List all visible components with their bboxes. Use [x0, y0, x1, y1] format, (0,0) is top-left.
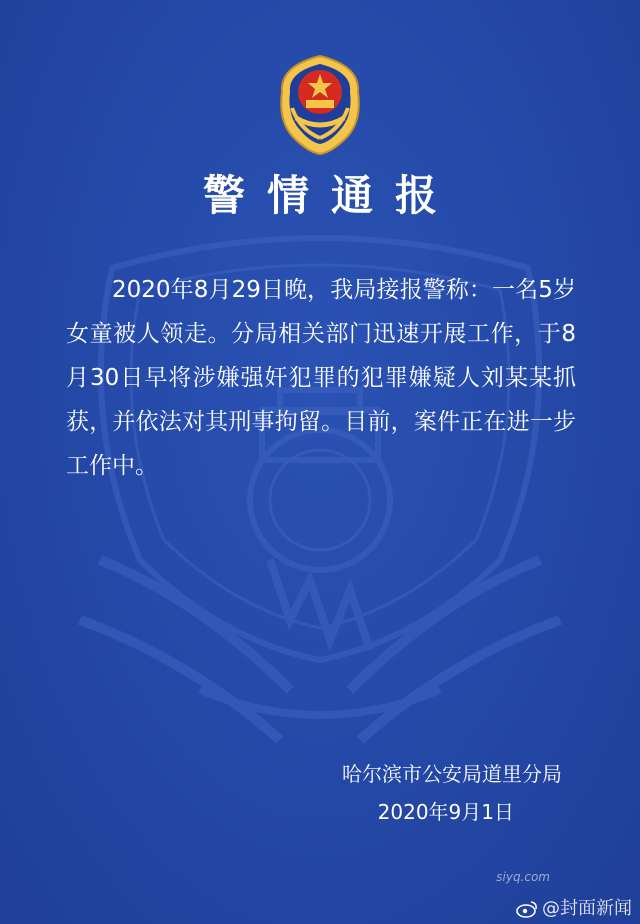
weibo-credit — [516, 898, 632, 920]
weibo-icon — [516, 900, 538, 918]
issue-date: 2020年9月1日 — [377, 800, 514, 824]
weibo-credit-text: @封面新闻 — [542, 898, 632, 919]
police-badge-icon — [270, 52, 370, 156]
site-watermark: siyq.com — [496, 870, 550, 884]
notice-body — [66, 268, 576, 488]
notice-body-paragraph: 2020年8月29日晚，我局接报警称：一名5岁女童被人领走。分局相关部门迅速开展工作，于8月30日早将涉嫌强奸犯罪的犯罪嫌疑人刘某某抓获，并依法对其刑事拘留。目前，案件正在进一步工作中。 — [66, 277, 576, 479]
issuer-name: 哈尔滨市公安局道里分局 — [342, 762, 562, 786]
notice-title: 警情通报 — [202, 171, 459, 220]
